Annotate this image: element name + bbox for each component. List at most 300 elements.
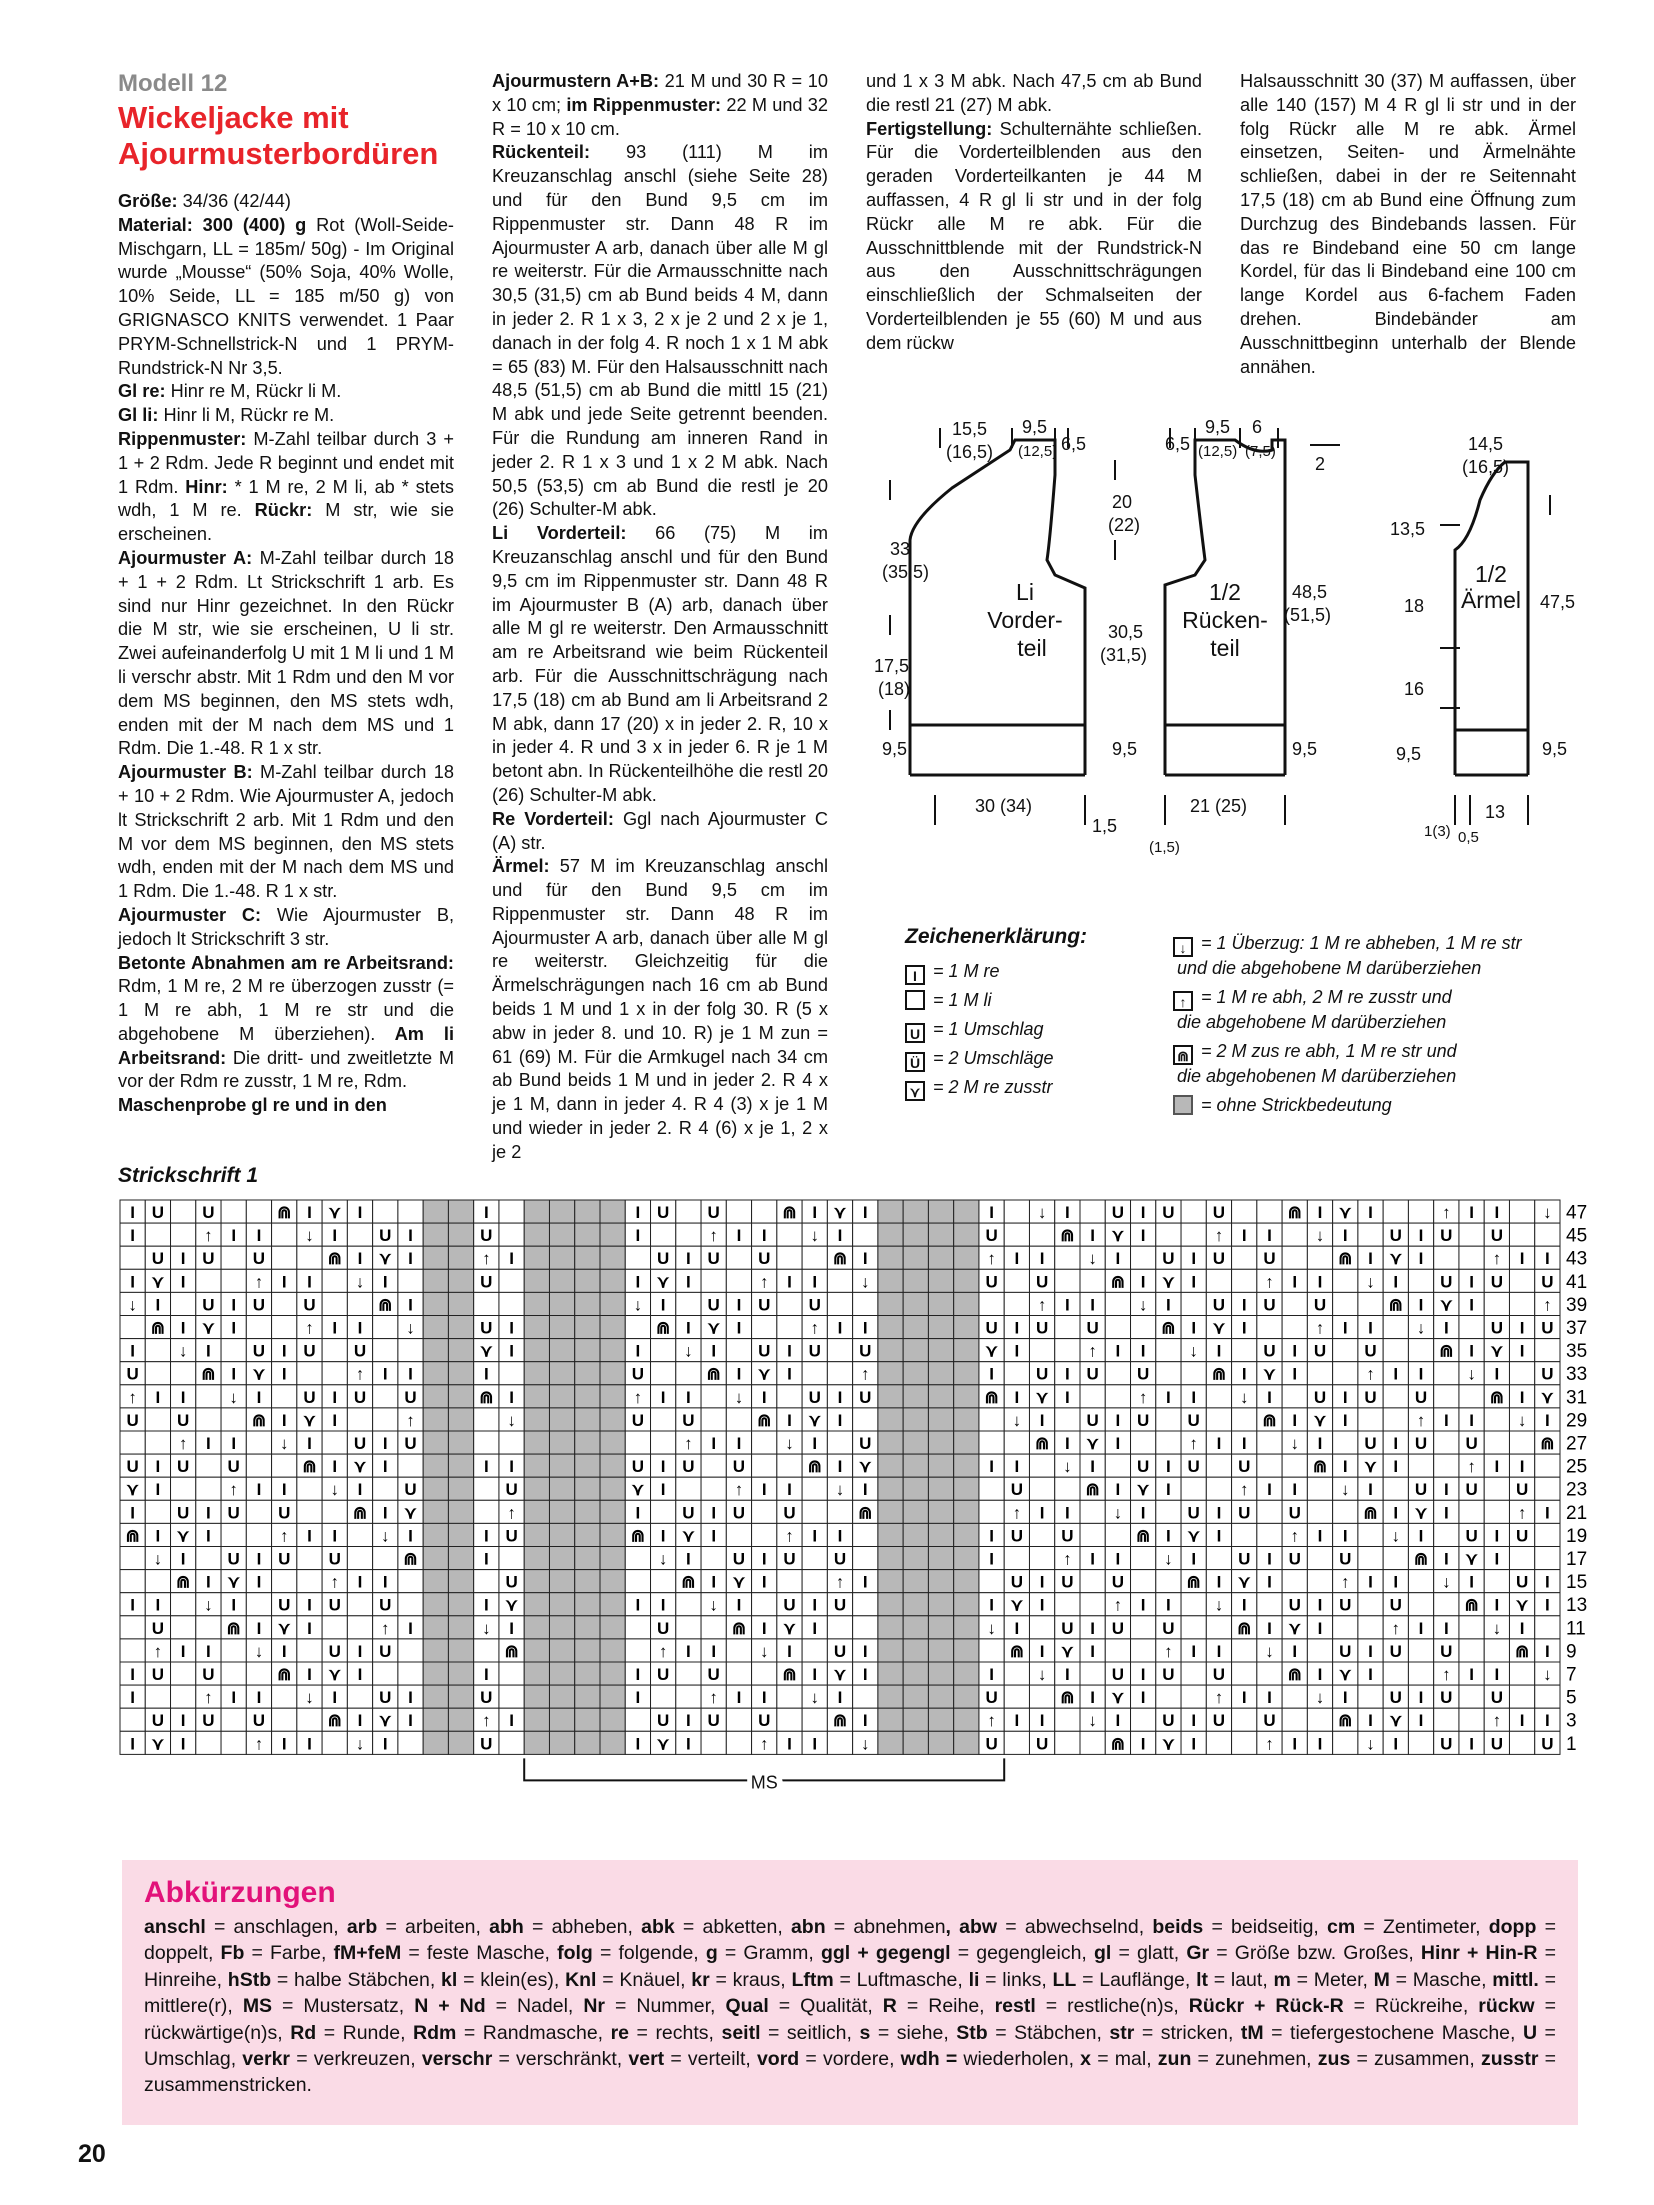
abbr-term: Stb — [956, 2021, 988, 2044]
chart-cell — [954, 1200, 979, 1223]
chart-cell — [373, 1200, 398, 1223]
chart-cell — [928, 1708, 953, 1731]
chart-symbol: ⋒ — [782, 1203, 797, 1223]
chart-cell — [575, 1477, 600, 1500]
chart-symbol: I — [1241, 1595, 1247, 1615]
schematic-svg — [860, 400, 1600, 880]
chart-symbol: I — [382, 1734, 388, 1754]
chart-symbol: ↑ — [987, 1249, 996, 1269]
chart-cell — [752, 1200, 777, 1223]
chart-cell — [575, 1639, 600, 1662]
chart-cell — [903, 1500, 928, 1523]
chart-cell — [903, 1316, 928, 1339]
chart-cell — [676, 1685, 701, 1708]
chart-cell — [448, 1362, 473, 1385]
chart-cell — [928, 1477, 953, 1500]
chart-symbol: I — [281, 1480, 287, 1500]
chart-cell — [1333, 1431, 1358, 1454]
chart-cell — [1282, 1708, 1307, 1731]
chart-symbol: I — [408, 1618, 413, 1638]
sk2p-icon: ↑ — [1173, 991, 1193, 1011]
chart-symbol: U — [379, 1595, 392, 1615]
chart-symbol: ⋒ — [1287, 1203, 1302, 1223]
chart-cell — [853, 1616, 878, 1639]
chart-cell — [1004, 1662, 1029, 1685]
pattern-title — [118, 100, 454, 172]
m-6-5a: 6,5 — [1061, 434, 1087, 454]
chart-symbol: U — [1465, 1526, 1478, 1546]
chart-symbol: ↑ — [1341, 1572, 1350, 1592]
chart-symbol: U — [833, 1641, 847, 1661]
chart-cell — [1484, 1639, 1509, 1662]
chart-symbol: I — [1267, 1618, 1272, 1638]
abbr-term: abn — [790, 1916, 826, 1938]
chart-cell — [524, 1200, 549, 1223]
chart-cell — [954, 1431, 979, 1454]
chart-cell — [423, 1292, 448, 1315]
chart-symbol: U — [1339, 1549, 1352, 1569]
chart-cell — [1257, 1662, 1282, 1685]
chart-symbol: ↑ — [1063, 1549, 1072, 1569]
chart-cell — [423, 1731, 448, 1754]
chart-symbol: ⋎ — [732, 1572, 746, 1592]
chart-cell — [1434, 1246, 1459, 1269]
m-51-5: (51,5) — [1284, 605, 1332, 625]
chart-symbol: I — [812, 1665, 818, 1685]
chart-cell — [272, 1385, 297, 1408]
chart-symbol: I — [1065, 1295, 1070, 1315]
chart-symbol: U — [1288, 1549, 1301, 1569]
chart-symbol: I — [1368, 1203, 1373, 1223]
chart-cell — [1307, 1639, 1332, 1662]
abbr-term: Fb — [220, 1942, 245, 1965]
chart-cell — [928, 1523, 953, 1546]
chart-symbol: ⋎ — [505, 1595, 518, 1615]
chart-cell — [954, 1339, 979, 1362]
chart-cell — [1055, 1269, 1080, 1292]
chart-symbol: ↓ — [1138, 1295, 1148, 1315]
chart-cell — [1459, 1316, 1484, 1339]
chart-cell — [575, 1408, 600, 1431]
chart-symbol: I — [408, 1364, 413, 1384]
chart-cell — [1156, 1570, 1181, 1593]
chart-cell — [272, 1246, 297, 1269]
chart-cell — [903, 1431, 928, 1454]
chart-symbol: I — [1115, 1434, 1121, 1454]
chart-cell — [802, 1570, 827, 1593]
m-18b: 18 — [1404, 596, 1425, 616]
chart-cell — [524, 1523, 549, 1546]
chart-cell — [726, 1708, 751, 1731]
chart-symbol: I — [1545, 1641, 1550, 1661]
chart-symbol: I — [332, 1410, 338, 1430]
chart-symbol: U — [1414, 1480, 1428, 1500]
chart-cell — [423, 1477, 448, 1500]
chart-cell — [600, 1500, 625, 1523]
model-number: Modell 12 — [118, 70, 228, 97]
chart-cell — [878, 1316, 903, 1339]
chart-symbol: I — [989, 1203, 994, 1223]
chart-symbol: ⋎ — [1339, 1665, 1352, 1685]
chart-cell — [1282, 1385, 1307, 1408]
chart-symbol: I — [1014, 1618, 1020, 1638]
chart-cell — [878, 1454, 903, 1477]
m-33: 33 — [890, 539, 911, 559]
chart-symbol: ⋒ — [1489, 1387, 1504, 1407]
chart-symbol: I — [357, 1480, 363, 1500]
m-9-5a: 9,5 — [1022, 417, 1048, 437]
back-label-3: teil — [1210, 635, 1240, 661]
chart-cell — [448, 1246, 473, 1269]
chart-cell — [903, 1662, 928, 1685]
chart-symbol: I — [1494, 1457, 1500, 1477]
chart-cell — [777, 1246, 802, 1269]
chart-row-number: 37 — [1566, 1317, 1588, 1339]
chart-symbol: I — [357, 1572, 363, 1592]
chart-symbol: U — [833, 1549, 847, 1569]
chart-symbol: ⋒ — [1338, 1711, 1353, 1731]
chart-symbol: U — [657, 1665, 670, 1685]
chart-cell — [928, 1362, 953, 1385]
chart-symbol: ↓ — [1366, 1272, 1375, 1292]
chart-cell — [347, 1223, 372, 1246]
abbr-term: li — [968, 1968, 980, 1991]
chart-symbol: I — [231, 1295, 237, 1315]
chart-symbol: I — [1469, 1665, 1474, 1685]
chart-cell — [322, 1431, 347, 1454]
chart-cell — [549, 1408, 574, 1431]
abbr-term: N + Nd — [414, 1995, 486, 2018]
chart-symbol: I — [357, 1711, 363, 1731]
chart-symbol: U — [151, 1203, 165, 1223]
chart-cell — [625, 1570, 650, 1593]
chart-cell — [1333, 1362, 1358, 1385]
chart-cell — [878, 1523, 903, 1546]
chart-symbol: U — [732, 1457, 746, 1477]
chart-row-number: 5 — [1566, 1687, 1577, 1709]
chart-symbol: I — [1191, 1734, 1197, 1754]
chart-cell — [1004, 1269, 1029, 1292]
chart-cell — [448, 1708, 473, 1731]
chart-symbol: I — [483, 1526, 489, 1546]
chart-cell — [575, 1292, 600, 1315]
chart-symbol: I — [155, 1595, 161, 1615]
chart-cell — [524, 1547, 549, 1570]
chart-cell — [625, 1246, 650, 1269]
abbr-term: m — [1273, 1968, 1291, 1991]
chart-symbol: I — [332, 1457, 338, 1477]
chart-symbol: U — [404, 1387, 417, 1407]
knit-icon: I — [905, 965, 925, 985]
chart-cell — [878, 1570, 903, 1593]
chart-symbol: I — [787, 1364, 792, 1384]
chart-cell — [448, 1431, 473, 1454]
chart-symbol: I — [1292, 1410, 1298, 1430]
chart-symbol: I — [1241, 1688, 1247, 1708]
chart-cell — [1282, 1246, 1307, 1269]
chart-cell — [398, 1731, 423, 1754]
chart-symbol: ⋎ — [1035, 1387, 1049, 1407]
chart-symbol: ⋒ — [1514, 1641, 1530, 1661]
chart-row-number: 33 — [1566, 1364, 1588, 1386]
rippenmuster-paragraph: Rippenmuster: M-Zahl teilbar durch 3 + 1 + 2 Rdm. Jede R beginnt und endet mit 1 Rdm. Hinr: * 1 M re, 2 M li, ab * stets wdh, 1 M re. Rückr: M str, wie sie erscheinen. — [118, 428, 454, 545]
legend-k2tog: ⋎ = 2 M re zusstr — [905, 1075, 1053, 1101]
chart-symbol: ⋒ — [630, 1526, 646, 1546]
chart-symbol: ⋎ — [202, 1318, 215, 1338]
gl-re-paragraph: Gl re: Hinr re M, Rückr li M. — [118, 381, 342, 402]
chart-cell — [423, 1223, 448, 1246]
chart-symbol: I — [1519, 1249, 1525, 1269]
chart-symbol: U — [682, 1457, 695, 1477]
chart-symbol: ↑ — [1391, 1618, 1401, 1638]
chart-cell — [600, 1292, 625, 1315]
chart-symbol: ↑ — [482, 1249, 491, 1269]
chart-symbol: ⋒ — [757, 1410, 772, 1430]
chart-symbol: I — [1368, 1572, 1373, 1592]
chart-cell — [979, 1431, 1004, 1454]
chart-symbol: I — [408, 1226, 413, 1246]
chart-symbol: I — [1545, 1249, 1550, 1269]
chart-symbol: I — [483, 1457, 489, 1477]
chart-cell — [752, 1454, 777, 1477]
chart-cell — [954, 1292, 979, 1315]
chart-cell — [1307, 1477, 1332, 1500]
chart-symbol: I — [635, 1688, 641, 1708]
chart-cell — [120, 1547, 145, 1570]
chart-symbol: ⋎ — [1061, 1641, 1074, 1661]
chart-symbol: I — [812, 1595, 818, 1615]
chart-cell — [575, 1339, 600, 1362]
chart-cell — [1131, 1708, 1156, 1731]
chart-symbol: I — [1115, 1549, 1121, 1569]
abbr-term: kr — [691, 1968, 710, 1991]
chart-symbol: I — [1292, 1272, 1298, 1292]
chart-cell — [1408, 1570, 1433, 1593]
title-line-2: Ajourmusterbordüren — [118, 136, 439, 171]
chart-symbol: U — [1010, 1480, 1023, 1500]
chart-symbol: I — [812, 1272, 818, 1292]
chart-symbol: I — [1292, 1341, 1298, 1361]
chart-symbol: I — [1317, 1526, 1323, 1546]
chart-symbol: U — [1541, 1272, 1554, 1292]
abbr-term: restl — [994, 1995, 1036, 2018]
chart-cell — [524, 1269, 549, 1292]
chart-symbol: ⋎ — [1414, 1503, 1428, 1523]
chart-symbol: ⋒ — [277, 1665, 292, 1685]
chart-symbol: U — [1162, 1618, 1175, 1638]
chart-symbol: I — [357, 1641, 363, 1661]
chart-cell — [1509, 1685, 1534, 1708]
m-9-5g: 9,5 — [1542, 739, 1568, 759]
chart-symbol: ⋎ — [1212, 1318, 1226, 1338]
chart-symbol: I — [307, 1272, 312, 1292]
chart-symbol: U — [404, 1434, 417, 1454]
chart-symbol: I — [1418, 1295, 1424, 1315]
chart-cell — [878, 1662, 903, 1685]
chart-symbol: ⋒ — [504, 1641, 519, 1661]
chart-cell — [549, 1570, 574, 1593]
chart-symbol: U — [707, 1295, 720, 1315]
chart-symbol: I — [1115, 1410, 1121, 1430]
chart-cell — [1131, 1246, 1156, 1269]
chart-symbol: I — [231, 1318, 237, 1338]
chart-cell — [1484, 1570, 1509, 1593]
chart-symbol: ⋒ — [984, 1387, 999, 1407]
chart-symbol: ⋒ — [681, 1572, 696, 1592]
m-15-5: 15,5 — [952, 419, 988, 439]
chart-symbol: I — [130, 1272, 135, 1292]
chart-cell — [827, 1731, 852, 1754]
chart-cell — [575, 1685, 600, 1708]
chart-symbol: U — [303, 1387, 316, 1407]
chart-cell — [1282, 1292, 1307, 1315]
chart-symbol: I — [989, 1526, 994, 1546]
chart-symbol: I — [761, 1480, 767, 1500]
chart-symbol: I — [1443, 1549, 1449, 1569]
chart-cell — [120, 1616, 145, 1639]
chart-cell — [1055, 1339, 1080, 1362]
chart-cell — [499, 1547, 524, 1570]
chart-symbol: I — [761, 1226, 767, 1246]
chart-cell — [928, 1269, 953, 1292]
k2tog-icon: ⋎ — [905, 1081, 925, 1101]
chart-symbol: ↓ — [204, 1595, 213, 1615]
chart-symbol: I — [1545, 1572, 1550, 1592]
chart-symbol: ↓ — [1239, 1387, 1249, 1407]
chart-symbol: ↓ — [709, 1595, 718, 1615]
chart-symbol: ↑ — [709, 1226, 718, 1246]
abbr-term: s — [859, 2021, 871, 2044]
abbr-term: beids — [1152, 1916, 1204, 1938]
chart-cell — [701, 1616, 726, 1639]
chart-symbol: U — [1061, 1618, 1074, 1638]
chart-cell — [777, 1385, 802, 1408]
chart-symbol: U — [126, 1410, 139, 1430]
chart-symbol: I — [1216, 1503, 1222, 1523]
chart-symbol: I — [1292, 1480, 1298, 1500]
chart-symbol: ⋎ — [379, 1711, 392, 1731]
ajourmuster-b-paragraph: Ajourmuster B: M-Zahl teilbar durch 18 + 10 + 2 Rdm. Wie Ajourmuster A, jedoch lt Strickschrift 2 arb. Mit 1 Rdm und den M vor dem MS beginnen, den MS stets wdh, enden mit der M nach dem MS und 1 Rdm. Die 1.-48. R 1 x str. — [118, 762, 454, 902]
chart-symbol: ↓ — [835, 1480, 845, 1500]
chart-cell — [1358, 1292, 1383, 1315]
chart-cell — [1232, 1200, 1257, 1223]
chart-symbol: I — [408, 1249, 413, 1269]
chart-cell — [954, 1523, 979, 1546]
chart-cell — [196, 1731, 221, 1754]
chart-cell — [1509, 1731, 1534, 1754]
chart-symbol: I — [812, 1734, 818, 1754]
chart-symbol: I — [1418, 1249, 1424, 1269]
chart-cell — [651, 1223, 676, 1246]
chart-cell — [524, 1662, 549, 1685]
chart-cell — [549, 1500, 574, 1523]
chart-cell — [600, 1454, 625, 1477]
chart-symbol: I — [180, 1641, 186, 1661]
chart-cell — [1156, 1431, 1181, 1454]
abbr-term: M — [1373, 1968, 1390, 1991]
chart-cell — [524, 1316, 549, 1339]
chart-symbol: ⋎ — [328, 1203, 341, 1223]
chart-symbol: U — [1111, 1572, 1125, 1592]
chart-symbol: I — [1317, 1734, 1323, 1754]
chart-symbol: I — [155, 1480, 161, 1500]
chart-symbol: U — [328, 1549, 341, 1569]
chart-symbol: ↑ — [1492, 1711, 1502, 1731]
chart-symbol: I — [1216, 1641, 1222, 1661]
chart-cell — [448, 1523, 473, 1546]
m-9-5d: 9,5 — [1112, 739, 1138, 759]
chart-symbol: ↓ — [734, 1387, 744, 1407]
chart-symbol: I — [307, 1734, 312, 1754]
abbr-term: lt — [1196, 1968, 1208, 1991]
chart-cell — [549, 1292, 574, 1315]
chart-symbol: I — [332, 1318, 338, 1338]
chart-cell — [398, 1593, 423, 1616]
chart-cell — [903, 1385, 928, 1408]
chart-cell — [1282, 1223, 1307, 1246]
chart-symbol: ⋎ — [1111, 1688, 1125, 1708]
chart-cell — [423, 1570, 448, 1593]
chart-symbol: I — [1166, 1387, 1171, 1407]
m-16: 16 — [1404, 679, 1425, 699]
chart-symbol: I — [812, 1434, 818, 1454]
chart-cell — [903, 1362, 928, 1385]
chart-cell — [600, 1385, 625, 1408]
chart-symbol: U — [985, 1318, 998, 1338]
chart-cell — [726, 1339, 751, 1362]
chart-cell — [448, 1316, 473, 1339]
chart-symbol: U — [707, 1665, 720, 1685]
chart-cell — [474, 1500, 499, 1523]
chart-symbol: U — [808, 1341, 821, 1361]
chart-cell — [246, 1593, 271, 1616]
chart-symbol: ↓ — [178, 1341, 188, 1361]
chart-symbol: U — [859, 1341, 872, 1361]
chart-cell — [1156, 1223, 1181, 1246]
chart-cell — [1029, 1454, 1054, 1477]
chart-symbol: I — [1519, 1618, 1525, 1638]
chart-cell — [549, 1200, 574, 1223]
chart-cell — [196, 1477, 221, 1500]
chart-symbol: I — [1418, 1526, 1424, 1546]
chart-symbol: ⋒ — [1211, 1364, 1227, 1384]
chart-cell — [625, 1616, 650, 1639]
legend-purl: = 1 M li — [905, 988, 992, 1012]
chart-symbol: I — [1090, 1549, 1095, 1569]
chart-cell — [1509, 1547, 1534, 1570]
chart-symbol: I — [686, 1249, 691, 1269]
chart-cell — [928, 1685, 953, 1708]
chart-symbol: U — [1035, 1734, 1049, 1754]
chart-cell — [1509, 1362, 1534, 1385]
chart-cell — [827, 1292, 852, 1315]
chart-symbol: ↑ — [835, 1572, 845, 1592]
s2kp-icon: ⋒ — [1173, 1045, 1193, 1065]
chart-cell — [853, 1408, 878, 1431]
chart-cell — [1484, 1500, 1509, 1523]
chart-symbol: I — [736, 1364, 742, 1384]
chart-symbol: U — [1490, 1226, 1503, 1246]
chart-cell — [272, 1454, 297, 1477]
m-9-5b: 9,5 — [1205, 417, 1231, 437]
chart-symbol: I — [1418, 1688, 1424, 1708]
chart-symbol: I — [1519, 1711, 1525, 1731]
chart-cell — [575, 1246, 600, 1269]
chart-cell — [903, 1616, 928, 1639]
chart-symbol: ↓ — [1416, 1318, 1426, 1338]
chart-symbol: I — [1090, 1618, 1095, 1638]
chart-cell — [448, 1500, 473, 1523]
